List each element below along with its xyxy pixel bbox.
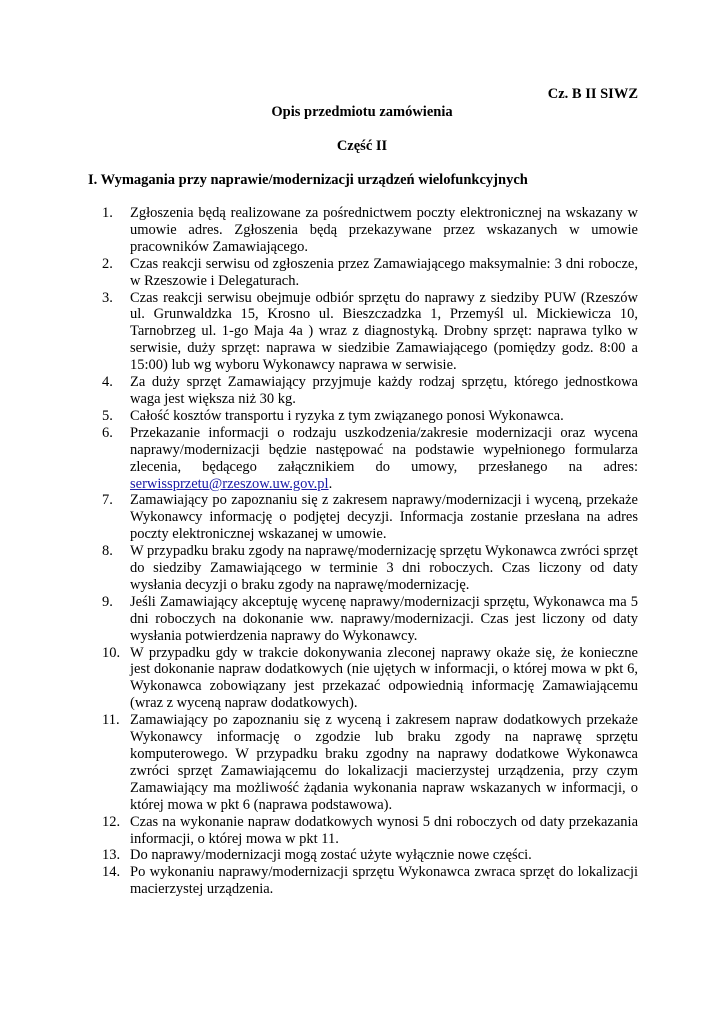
item-text: Do naprawy/modernizacji mogą zostać użyte wyłącznie nowe części. [130,847,532,864]
list-item [0,492,724,543]
item-text: Zamawiający po zapoznaniu się z wyceną i zakresem napraw dodatkowych przekaże Wykonawcy informację o zgodzie lub braku zgody na naprawę sprzętu komputerowego. W przypadku braku zgodny na naprawy dodatkowe Wykonawca zwróci sprzęt Zamawiającemu do lokalizacji macierzystej urządzenia, przy czym Zamawiający ma możliwość żądania wykonania napraw wskazanych w informacji, o której mowa w pkt 6 (naprawa podstawowa). [130,712,638,813]
item-text: Zamawiający po zapoznaniu się z zakresem naprawy/modernizacji i wyceną, przekaże Wykonawcy informację o podjętej decyzji. Informacja zostanie przesłana na adres poczty elektronicznej wskazanej w umowie. [130,492,638,543]
list-item [0,645,724,713]
item-text: Jeśli Zamawiający akceptuję wycenę naprawy/modernizacji sprzętu, Wykonawca ma 5 dni roboczych na dokonanie ww. naprawy/modernizacji. Czas jest liczony od daty wysłania potwierdzenia naprawy do Wykonawcy. [130,593,638,644]
list-item [0,205,724,256]
list-item [0,864,724,898]
list-item [0,594,724,645]
item-number: 9. [102,593,113,610]
email-link[interactable]: serwissprzetu@rzeszow.uw.gov.pl [130,475,329,492]
list-item [0,847,724,864]
item-text: Czas reakcji serwisu obejmuje odbiór sprzętu do naprawy z siedziby PUW (Rzeszów ul. Grunwaldzka 15, Krosno ul. Bieszczadzka 1, Przemyśl ul. Mickiewicza 10, Tarnobrzeg ul. 1-go Maja 4a ) wraz z diagnostyką. Drobny sprzęt: naprawa tylko w serwisie, duży sprzęt: naprawa w siedzibie Zamawiającego (pomiędzy godz. 8:00 a 15:00) lub wg wyboru Wykonawcy naprawa w serwisie. [130,289,638,374]
item-text: Czas reakcji serwisu od zgłoszenia przez Zamawiającego maksymalnie: 3 dni robocze, w Rzeszowie i Delegaturach. [130,255,638,289]
item-text: Całość kosztów transportu i ryzyka z tym związanego ponosi Wykonawca. [130,407,564,424]
item-text-end: . [328,475,333,492]
item-text: Zgłoszenia będą realizowane za pośrednictwem poczty elektronicznej na wskazany w umowie adres. Zgłoszenia będą przekazywane przez wskazanych w umowie pracowników Zamawiającego. [130,205,638,255]
item-number: 10. [102,644,121,661]
item-text: Przekazanie informacji o rodzaju uszkodzenia/zakresie modernizacji oraz wycena naprawy/modernizacji będzie następować na podstawie wypełnionego formularza zlecenia, będącego załącznikiem do umowy, przesłanego na adres: [130,424,638,475]
item-number: 13. [102,847,121,864]
list-item [0,814,724,848]
list-item [0,290,724,375]
item-text: Czas na wykonanie napraw dodatkowych wynosi 5 dni roboczych od daty przekazania informacji, o której mowa w pkt 11. [130,813,638,847]
item-text: Za duży sprzęt Zamawiający przyjmuje każdy rodzaj sprzętu, którego jednostkowa waga jest większa niż 30 kg. [130,374,638,407]
item-text: Po wykonaniu naprawy/modernizacji sprzętu Wykonawca zwraca sprzęt do lokalizacji macierzystej urządzenia. [130,864,638,898]
list-item [0,543,724,594]
list-item [0,374,724,408]
item-number: 2. [102,255,113,272]
item-text: W przypadku gdy w trakcie dokonywania zleconej naprawy okaże się, że konieczne jest dokonanie napraw dodatkowych (nie ujętych w informacji, o której mowa w pkt 6, Wykonawca zobowiązany jest przekazać odpowiednią informację Zamawiającemu (wraz z wyceną napraw dodatkowych). [130,644,638,712]
list-item [0,425,724,493]
list-item [0,408,724,425]
item-number: 12. [102,813,121,830]
item-number: 14. [102,864,121,881]
document-reference: Cz. B II SIWZ [547,86,638,102]
item-number: 4. [102,374,113,391]
section-heading: I. Wymagania przy naprawie/modernizacji urządzeń wielofunkcyjnych [88,172,528,188]
list-item [0,256,724,290]
document-part: Część II [336,138,388,154]
item-number: 8. [102,543,113,560]
item-number: 3. [102,289,113,306]
item-number: 1. [102,205,113,221]
item-number: 6. [102,424,113,441]
item-number: 5. [102,407,113,424]
list-item [0,712,724,813]
item-number: 7. [102,492,113,509]
item-number: 11. [102,712,120,729]
item-text: W przypadku braku zgody na naprawę/modernizację sprzętu Wykonawca zwróci sprzęt do siedziby Zamawiającego w terminie 3 dni roboczych. Czas liczony od daty wysłania decyzji o braku zgody na naprawę/modernizację. [130,543,638,593]
document-title: Opis przedmiotu zamówienia [271,104,453,120]
requirements-list [0,205,724,898]
